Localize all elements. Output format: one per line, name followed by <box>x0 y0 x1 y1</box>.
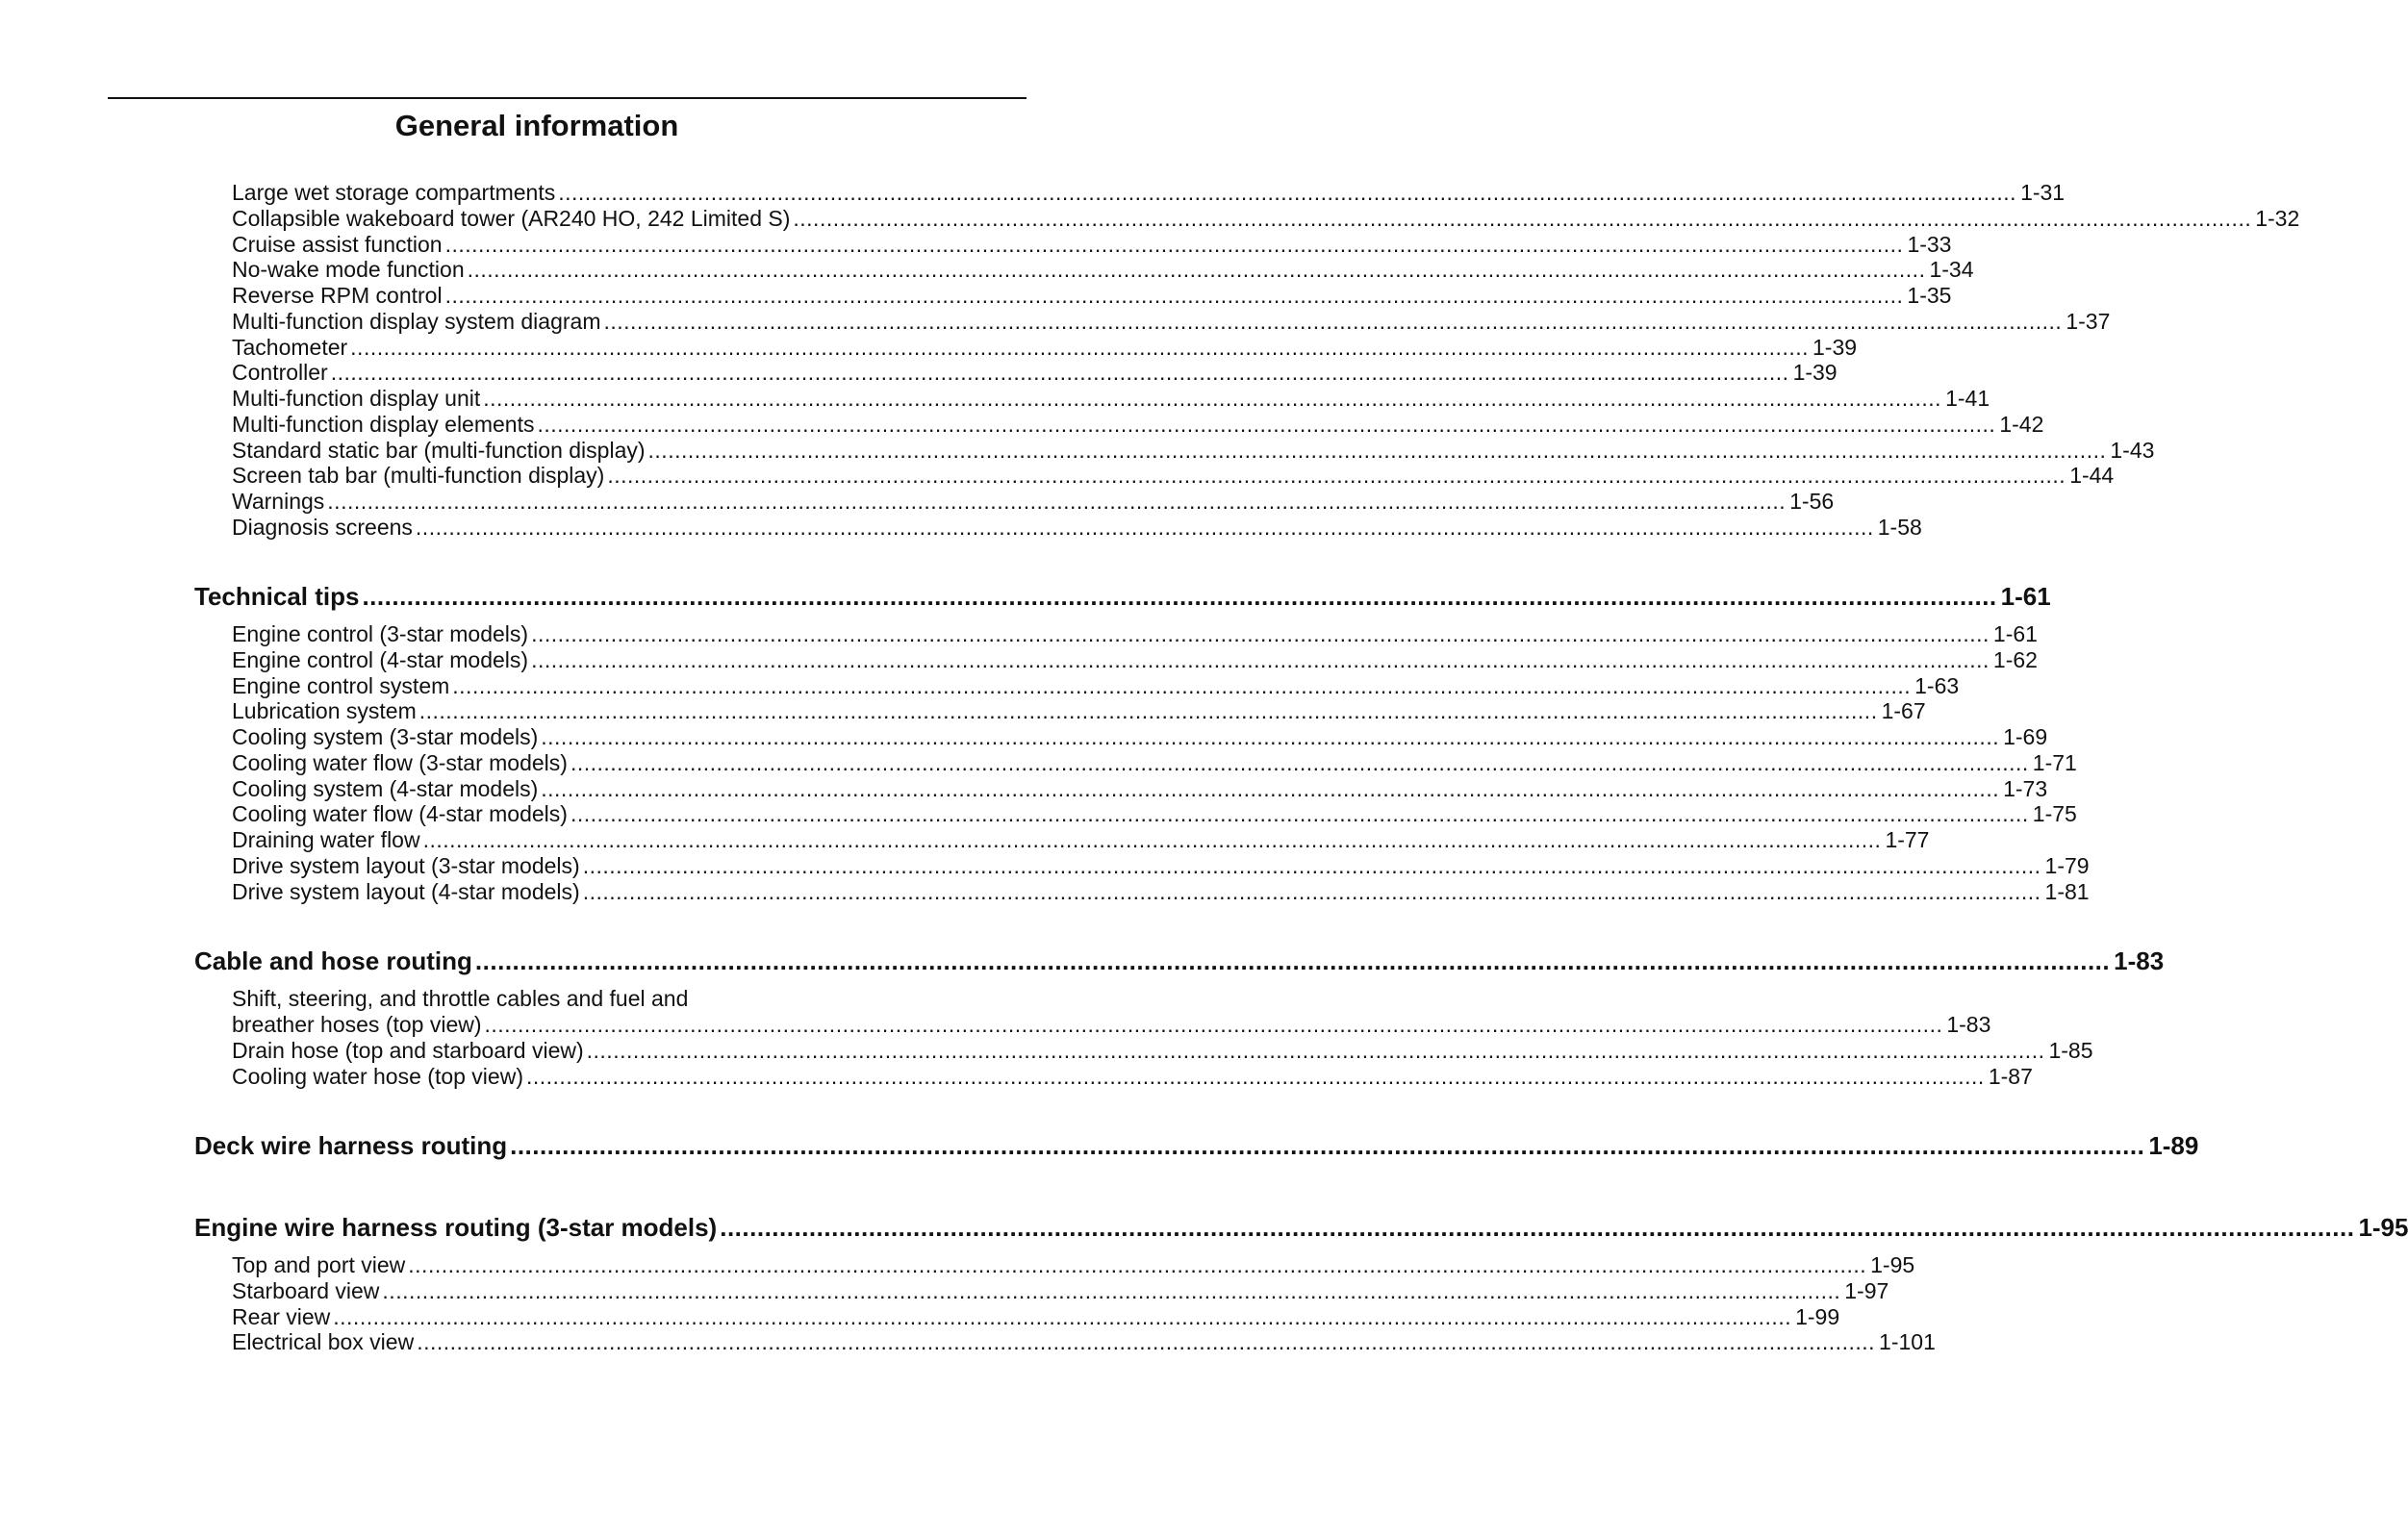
toc-entry-page-number: 1-44 <box>2069 463 2115 488</box>
toc-entry-label: No-wake mode function <box>232 257 465 282</box>
toc-entry-label: Cooling water flow (4-star models) <box>232 801 568 826</box>
dot-leader: ............................................................................................................................................................................................................................ <box>531 621 1990 646</box>
toc-entry[interactable] <box>232 257 1974 283</box>
dot-leader: ............................................................................................................................................................................................................................ <box>452 673 1912 698</box>
toc-entry[interactable] <box>232 515 1922 541</box>
page-title: General information <box>394 109 679 142</box>
toc-entry[interactable] <box>232 180 2066 206</box>
toc-entry-page-number: 1-101 <box>1879 1329 1936 1354</box>
dot-leader: ............................................................................................................................................................................................................................ <box>541 724 2000 749</box>
toc-entry-page-number: 1-61 <box>1992 621 2038 646</box>
toc-entry[interactable] <box>232 673 1960 699</box>
toc-entry-page-number: 1-31 <box>2020 180 2066 205</box>
toc-entry-label: Large wet storage compartments <box>232 180 556 205</box>
toc-entry-label: Screen tab bar (multi-function display) <box>232 463 605 488</box>
toc-entry-label: Lubrication system <box>232 698 417 723</box>
toc-entry-page-number: 1-85 <box>2048 1038 2093 1063</box>
dot-leader: ............................................................................................................................................................................................................................ <box>444 232 1904 257</box>
toc-entry[interactable] <box>232 724 2048 750</box>
toc-entry[interactable] <box>232 801 2077 827</box>
toc-entry[interactable] <box>232 1012 1991 1038</box>
toc-entry-label: Engine control (3-star models) <box>232 621 529 646</box>
dot-leader: ............................................................................................................................................................................................................................ <box>415 515 1874 540</box>
dot-leader: ............................................................................................................................................................................................................................ <box>483 386 1942 411</box>
toc-entry[interactable] <box>232 1278 1889 1304</box>
toc-entry-page-number: 1-83 <box>1946 1012 1991 1037</box>
toc-entry-label: Tachometer <box>232 335 348 360</box>
dot-leader: ............................................................................................................................................................................................................................ <box>474 946 2111 975</box>
toc-entry-page-number: 1-58 <box>1877 515 1922 540</box>
toc-section[interactable] <box>194 1131 2199 1160</box>
toc-entry-label: Cooling system (4-star models) <box>232 776 539 801</box>
toc-entry[interactable] <box>232 386 1990 412</box>
toc-section[interactable] <box>194 1213 2408 1242</box>
toc-entry-page-number: 1-71 <box>2032 750 2077 775</box>
dot-leader: ............................................................................................................................................................................................................................ <box>418 698 1878 723</box>
toc-section-label: Technical tips <box>194 582 360 611</box>
toc-entry-page-number: 1-39 <box>1812 335 1858 360</box>
toc-entry[interactable] <box>232 1038 2093 1064</box>
toc-entry[interactable] <box>232 750 2077 776</box>
toc-entry-page-number: 1-69 <box>2003 724 2048 749</box>
toc-entry-label: Cooling water hose (top view) <box>232 1064 523 1089</box>
dot-leader: ............................................................................................................................................................................................................................ <box>537 412 1996 437</box>
dot-leader: ............................................................................................................................................................................................................................ <box>417 1329 1876 1354</box>
toc-entry-page-number: 1-33 <box>1907 232 1952 257</box>
toc-entry[interactable] <box>232 1329 1936 1355</box>
dot-leader: ............................................................................................................................................................................................................................ <box>558 180 2017 205</box>
toc-entry-page-number: 1-75 <box>2032 801 2077 826</box>
toc-entry[interactable] <box>232 438 2155 464</box>
toc-entry[interactable] <box>232 1064 2033 1090</box>
dot-leader: ............................................................................................................................................................................................................................ <box>720 1213 2355 1242</box>
toc-entry-first-line: Shift, steering, and throttle cables and fuel and <box>232 986 689 1011</box>
toc-entry-label: Rear view <box>232 1304 331 1329</box>
dot-leader: ............................................................................................................................................................................................................................ <box>467 257 1926 282</box>
dot-leader: ............................................................................................................................................................................................................................ <box>586 1038 2045 1063</box>
dot-leader: ............................................................................................................................................................................................................................ <box>525 1064 1985 1089</box>
dot-leader: ............................................................................................................................................................................................................................ <box>333 1304 1792 1329</box>
toc-entry-page-number: 1-42 <box>1999 412 2044 437</box>
toc-entry-page-number: 1-32 <box>2255 206 2300 231</box>
toc-section-page-number: 1-83 <box>2114 946 2165 975</box>
toc-entry[interactable] <box>232 283 1952 309</box>
toc-entry-label: Multi-function display unit <box>232 386 481 411</box>
dot-leader: ............................................................................................................................................................................................................................ <box>327 489 1787 514</box>
toc-entry-page-number: 1-81 <box>2044 879 2090 904</box>
toc-entry-page-number: 1-97 <box>1844 1278 1889 1303</box>
dot-leader: ............................................................................................................................................................................................................................ <box>647 438 2107 463</box>
toc-entry-page-number: 1-39 <box>1792 360 1838 385</box>
dot-leader: ............................................................................................................................................................................................................................ <box>510 1131 2145 1160</box>
toc-entry[interactable] <box>232 360 1838 386</box>
toc-entry-label: Top and port view <box>232 1252 406 1277</box>
toc-entry-page-number: 1-63 <box>1914 673 1960 698</box>
toc-entry-label: Electrical box view <box>232 1329 415 1354</box>
toc-entry-page-number: 1-99 <box>1795 1304 1840 1329</box>
toc-entry[interactable] <box>232 309 2111 335</box>
toc-entry-label: Cruise assist function <box>232 232 443 257</box>
toc-entry-page-number: 1-35 <box>1907 283 1952 308</box>
dot-leader: ............................................................................................................................................................................................................................ <box>484 1012 1943 1037</box>
dot-leader: ............................................................................................................................................................................................................................ <box>607 463 2066 488</box>
toc-entry-label: Cooling water flow (3-star models) <box>232 750 568 775</box>
toc-entry[interactable] <box>232 1252 1915 1278</box>
toc-entry-label: Drain hose (top and starboard view) <box>232 1038 584 1063</box>
dot-leader: ............................................................................................................................................................................................................................ <box>444 283 1904 308</box>
toc-entry[interactable] <box>232 1304 1840 1330</box>
toc-entry-label: Multi-function display elements <box>232 412 535 437</box>
toc-entry[interactable] <box>232 853 2090 879</box>
toc-entry[interactable] <box>232 412 2044 438</box>
toc-section-label: Engine wire harness routing (3-star models) <box>194 1213 718 1242</box>
toc-entry-label: Cooling system (3-star models) <box>232 724 539 749</box>
toc-entry[interactable] <box>232 827 1930 853</box>
toc-entry-page-number: 1-77 <box>1885 827 1930 852</box>
toc-entry-page-number: 1-79 <box>2044 853 2090 878</box>
toc-entry-label: Multi-function display system diagram <box>232 309 601 334</box>
toc-entry[interactable] <box>232 621 2038 647</box>
toc-section[interactable] <box>194 582 2051 611</box>
dot-leader: ............................................................................................................................................................................................................................ <box>570 750 2029 775</box>
toc-entry-page-number: 1-34 <box>1929 257 1974 282</box>
toc-entry-label: breather hoses (top view) <box>232 1012 482 1037</box>
dot-leader: ............................................................................................................................................................................................................................ <box>350 335 1810 360</box>
toc-entry-label: Reverse RPM control <box>232 283 443 308</box>
dot-leader: ............................................................................................................................................................................................................................ <box>793 206 2252 231</box>
toc-entry-label: Engine control system <box>232 673 450 698</box>
toc-entry-page-number: 1-67 <box>1881 698 1926 723</box>
dot-leader: ............................................................................................................................................................................................................................ <box>382 1278 1841 1303</box>
dot-leader: ............................................................................................................................................................................................................................ <box>582 879 2041 904</box>
toc-section-page-number: 1-89 <box>2148 1131 2199 1160</box>
toc-entry[interactable] <box>232 489 1835 515</box>
toc-entry-page-number: 1-95 <box>1870 1252 1915 1277</box>
toc-entry[interactable] <box>232 776 2048 802</box>
toc-entry-label: Controller <box>232 360 328 385</box>
toc-entry-label: Diagnosis screens <box>232 515 413 540</box>
toc-entry-label: Draining water flow <box>232 827 420 852</box>
dot-leader: ............................................................................................................................................................................................................................ <box>531 647 1990 672</box>
dot-leader: ............................................................................................................................................................................................................................ <box>541 776 2000 801</box>
toc-entry[interactable] <box>232 879 2090 905</box>
dot-leader: ............................................................................................................................................................................................................................ <box>408 1252 1867 1277</box>
toc-entry-label: Warnings <box>232 489 325 514</box>
toc-entry-page-number: 1-62 <box>1992 647 2038 672</box>
dot-leader: ............................................................................................................................................................................................................................ <box>362 582 1997 611</box>
toc-entry-label: Starboard view <box>232 1278 380 1303</box>
toc-entry-page-number: 1-43 <box>2110 438 2155 463</box>
toc-section-page-number: 1-95 <box>2358 1213 2408 1242</box>
toc-section-label: Deck wire harness routing <box>194 1131 508 1160</box>
toc-entry-page-number: 1-87 <box>1988 1064 2033 1089</box>
dot-leader: ............................................................................................................................................................................................................................ <box>422 827 1882 852</box>
toc-section-page-number: 1-61 <box>2000 582 2051 611</box>
dot-leader: ............................................................................................................................................................................................................................ <box>603 309 2063 334</box>
toc-section[interactable] <box>194 946 2165 975</box>
toc-entry[interactable] <box>232 647 2038 673</box>
toc-entry-label: Engine control (4-star models) <box>232 647 529 672</box>
toc-entry-label: Collapsible wakeboard tower (AR240 HO, 242 Limited S) <box>232 206 791 231</box>
toc-section-label: Cable and hose routing <box>194 946 472 975</box>
dot-leader: ............................................................................................................................................................................................................................ <box>582 853 2041 878</box>
toc-entry[interactable] <box>232 206 2300 232</box>
dot-leader: ............................................................................................................................................................................................................................ <box>330 360 1789 385</box>
toc-entry-label: Drive system layout (3-star models) <box>232 853 580 878</box>
toc-entry-page-number: 1-37 <box>2066 309 2111 334</box>
toc-entry[interactable] <box>232 698 1926 724</box>
toc-entry-page-number: 1-41 <box>1945 386 1990 411</box>
toc-entry-page-number: 1-73 <box>2003 776 2048 801</box>
dot-leader: ............................................................................................................................................................................................................................ <box>570 801 2029 826</box>
toc-entry[interactable] <box>232 232 1952 258</box>
toc-entry-label: Drive system layout (4-star models) <box>232 879 580 904</box>
toc-entry[interactable] <box>232 463 2115 489</box>
toc-entry-page-number: 1-56 <box>1789 489 1835 514</box>
toc-entry-label: Standard static bar (multi-function display) <box>232 438 646 463</box>
toc-entry[interactable] <box>232 335 1858 361</box>
